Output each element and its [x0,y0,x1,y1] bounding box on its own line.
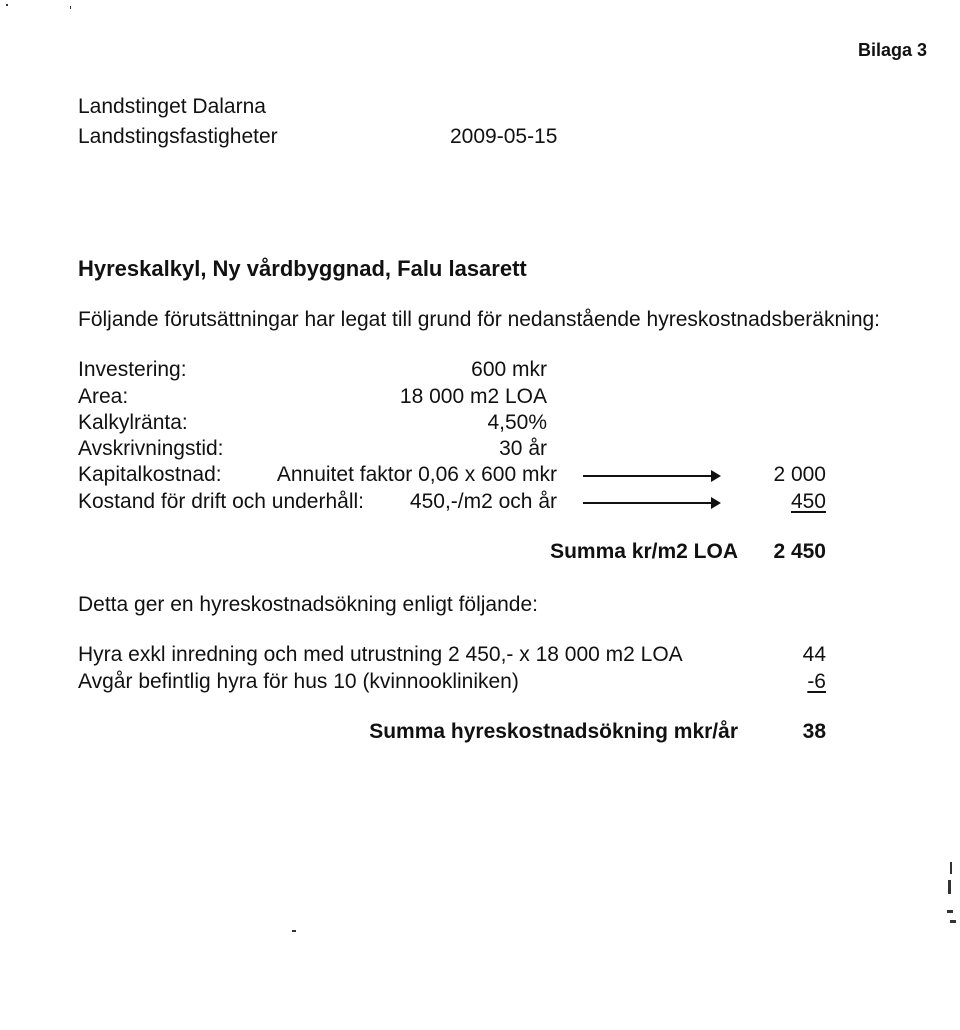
scan-speck [70,6,71,9]
total-label: Summa hyreskostnadsökning mkr/år [369,720,738,743]
arrow-right-icon [583,502,713,504]
assumption-value: 4,50% [487,411,547,434]
increase-intro: Detta ger en hyreskostnadsökning enligt följande: [78,593,538,616]
assumption-label: Kalkylränta: [78,411,188,434]
arrow-right-icon [583,475,713,477]
assumption-value: 30 år [499,437,547,460]
margin-mark [950,862,952,874]
assumption-label: Investering: [78,358,187,381]
cost-formula: 450,-/m2 och år [409,490,557,513]
scan-speck [6,4,8,6]
cost-amount: 450 [790,490,826,513]
cost-label: Kostand för drift och underhåll: [78,490,365,513]
assumption-value: 18 000 m2 LOA [399,385,547,408]
sum-label: Summa kr/m2 LOA [550,540,738,563]
scan-speck [292,930,296,932]
margin-mark [950,920,956,923]
department-name: Landstingsfastigheter [78,125,278,148]
intro-text: Följande förutsättningar har legat till grund för nedanstående hyreskostnadsberäkning: [78,308,881,331]
cost-formula: Annuitet faktor 0,06 x 600 mkr [276,463,557,486]
margin-mark [947,910,953,913]
page-title: Hyreskalkyl, Ny vårdbyggnad, Falu lasarett [78,256,527,281]
assumption-label: Avskrivningstid: [78,437,224,460]
margin-mark [948,880,951,894]
increase-label: Hyra exkl inredning och med utrustning 2 450,- x 18 000 m2 LOA [78,643,683,666]
document-date: 2009-05-15 [450,125,558,148]
total-amount: 38 [802,720,826,743]
organization-name: Landstinget Dalarna [78,95,266,118]
increase-amount: -6 [807,670,826,693]
assumption-value: 600 mkr [471,358,547,381]
cost-label: Kapitalkostnad: [78,463,222,486]
increase-amount: 44 [802,643,826,666]
sum-amount: 2 450 [773,540,826,563]
increase-label: Avgår befintlig hyra för hus 10 (kvinnookliniken) [78,670,519,693]
cost-amount: 2 000 [773,463,826,486]
assumption-label: Area: [78,385,129,408]
appendix-label: Bilaga 3 [857,40,927,60]
